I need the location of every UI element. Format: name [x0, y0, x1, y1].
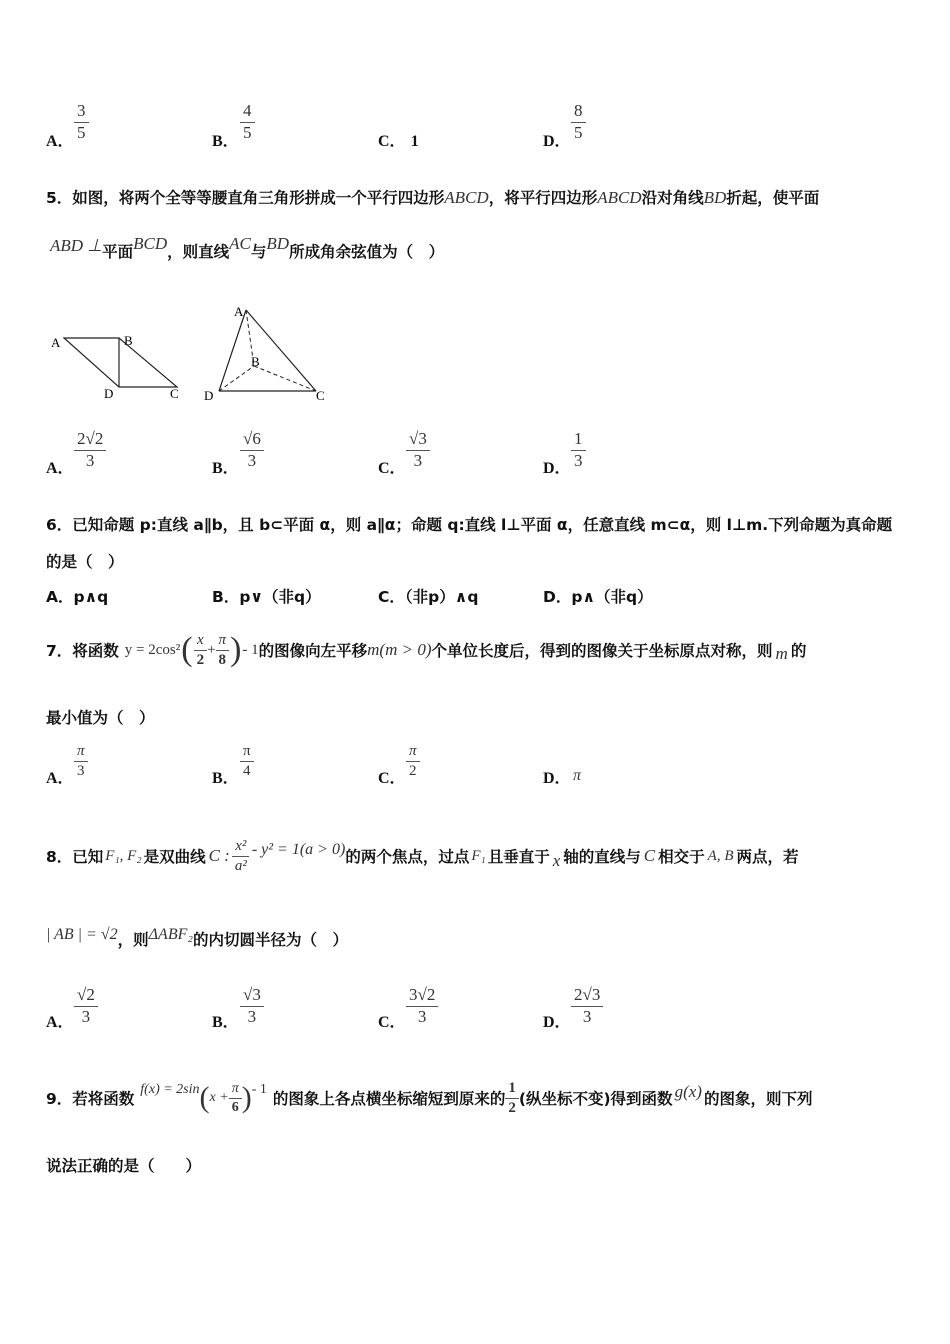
q5-line-1: 5．如图，将两个全等等腰直角三角形拼成一个平行四边形ABCD，将平行四边形ABCD沿对角线BD折起，使平面 — [46, 188, 820, 207]
option-label: A． — [46, 460, 74, 477]
label-d: D — [204, 388, 214, 403]
q9-line-1: 9．若将函数 f(x) = 2sin ( x + $\frac{\pi}{6}$ ) - 1 的图象上各点横坐标缩短到原来的 $\frac{1}{2}$ (纵坐标不变)得到函数 g(x) 的图象，则下列 — [46, 1080, 813, 1116]
q5-option-d-value: $\frac{1}{3}$ — [571, 430, 586, 470]
q6-option-d: D．p∧（非q） — [543, 588, 653, 606]
q6-option-a: A．p∧q — [46, 588, 109, 606]
option-label: C． — [378, 1014, 406, 1031]
option-label: A． — [46, 770, 74, 787]
parallelogram-figure — [51, 333, 179, 401]
q7-line-1: 7．将函数 y = 2cos² ( $\frac{x}{2}$ + $\frac{\pi}{8}$ ) - 1 的图像向左平移 m(m > 0) 个单位长度后，得到的图像关于坐标原点对称，则 m 的 — [46, 631, 807, 668]
option-label: D． — [543, 1014, 571, 1031]
option-label: C． — [378, 460, 406, 477]
q7-option-b-value: $\frac{\pi}{4}$ — [240, 743, 254, 779]
label-b: B — [251, 354, 260, 369]
q9-line-2: 说法正确的是（ ） — [46, 1157, 202, 1175]
q5-figures — [44, 296, 344, 408]
q6-option-c: C．（非p）∧q — [378, 588, 479, 606]
q8-option-a-value: $\frac{√2}{3}$ — [74, 986, 98, 1026]
q7-frac-x-2: $\frac{x}{2}$ — [194, 632, 208, 668]
option-label: A． — [46, 1014, 74, 1031]
option-label: D． — [543, 770, 571, 787]
option-label: C． — [378, 133, 406, 150]
label-a: A — [51, 335, 61, 350]
q7-options — [0, 740, 950, 790]
option-label: D． — [543, 133, 571, 150]
option-label: B． — [212, 460, 239, 477]
q6-line-1: 6．已知命题 p:直线 a∥b，且 b⊂平面 α，则 a∥α；命题 q:直线 l⊥平面 α，任意直线 m⊂α，则 l⊥m.下列命题为真命题 — [46, 516, 893, 534]
q4-option-c — [378, 128, 419, 151]
q8-line-2: | AB | = √2 ，则 ΔABF₂ 的内切圆半径为（ ） — [46, 926, 348, 949]
q5-options — [0, 428, 950, 484]
option-value: 1 — [410, 133, 419, 150]
q8-option-c-value: $\frac{3√2}{3}$ — [406, 986, 438, 1026]
q4-option-a-value: $\frac{3}{5}$ — [74, 102, 89, 142]
label-a: A — [234, 304, 244, 319]
q7-option-a-value: $\frac{\pi}{3}$ — [74, 743, 88, 779]
q8-frac-x2-a2: $\frac{\text{x²}}{\text{a²}}$ — [232, 838, 250, 874]
option-label: C． — [378, 770, 406, 787]
option-label: A． — [46, 133, 74, 150]
q4-option-d-value: $\frac{8}{5}$ — [571, 102, 586, 142]
q9-frac-half: $\frac{1}{2}$ — [505, 1080, 519, 1116]
label-c: C — [170, 386, 179, 401]
q4-options — [0, 100, 950, 155]
label-d: D — [104, 386, 114, 401]
q7-line-2: 最小值为（ ） — [46, 709, 155, 727]
option-label: B． — [212, 770, 239, 787]
label-b: B — [124, 333, 133, 348]
q7-frac-pi-8: $\frac{\pi}{8}$ — [216, 632, 230, 668]
option-label: B． — [212, 1014, 239, 1031]
q4-option-d — [543, 128, 571, 151]
q4-option-a — [46, 128, 74, 151]
q5-line-2: ABD ⊥平面BCD，则直线AC与BD所成角余弦值为（ ） — [50, 234, 445, 261]
tetrahedron-figure — [204, 304, 325, 403]
label-c: C — [316, 388, 325, 403]
q8-line-1: 8．已知 F₁, F₂ 是双曲线 C : $\frac{\text{x²}}{\text{a²}}$ - y² = 1(a > 0) 的两个焦点，过点 F₁ 且垂直于 x 轴的直线与 C 相交于 A, B 两点，若 — [46, 838, 799, 874]
q9-frac-pi-6: $\frac{\pi}{6}$ — [229, 1081, 242, 1115]
q7-option-c-value: $\frac{\pi}{2}$ — [406, 743, 420, 779]
q5-option-c-value: $\frac{√3}{3}$ — [406, 430, 430, 470]
q6-line-2: 的是（ ） — [46, 553, 124, 571]
q8-option-d-value: $\frac{2√3}{3}$ — [571, 986, 603, 1026]
q5-option-b-value: $\frac{√6}{3}$ — [240, 430, 264, 470]
q7-option-d-value: π — [573, 767, 582, 784]
option-label: D． — [543, 460, 571, 477]
q6-option-b: B．p∨（非q） — [212, 588, 321, 606]
option-label: B． — [212, 133, 239, 150]
q8-option-b-value: $\frac{√3}{3}$ — [240, 986, 264, 1026]
q5-option-a-value: $\frac{2√2}{3}$ — [74, 430, 106, 470]
q8-options — [0, 984, 950, 1040]
q4-option-b-value: $\frac{4}{5}$ — [240, 102, 255, 142]
q4-option-b — [212, 128, 239, 151]
